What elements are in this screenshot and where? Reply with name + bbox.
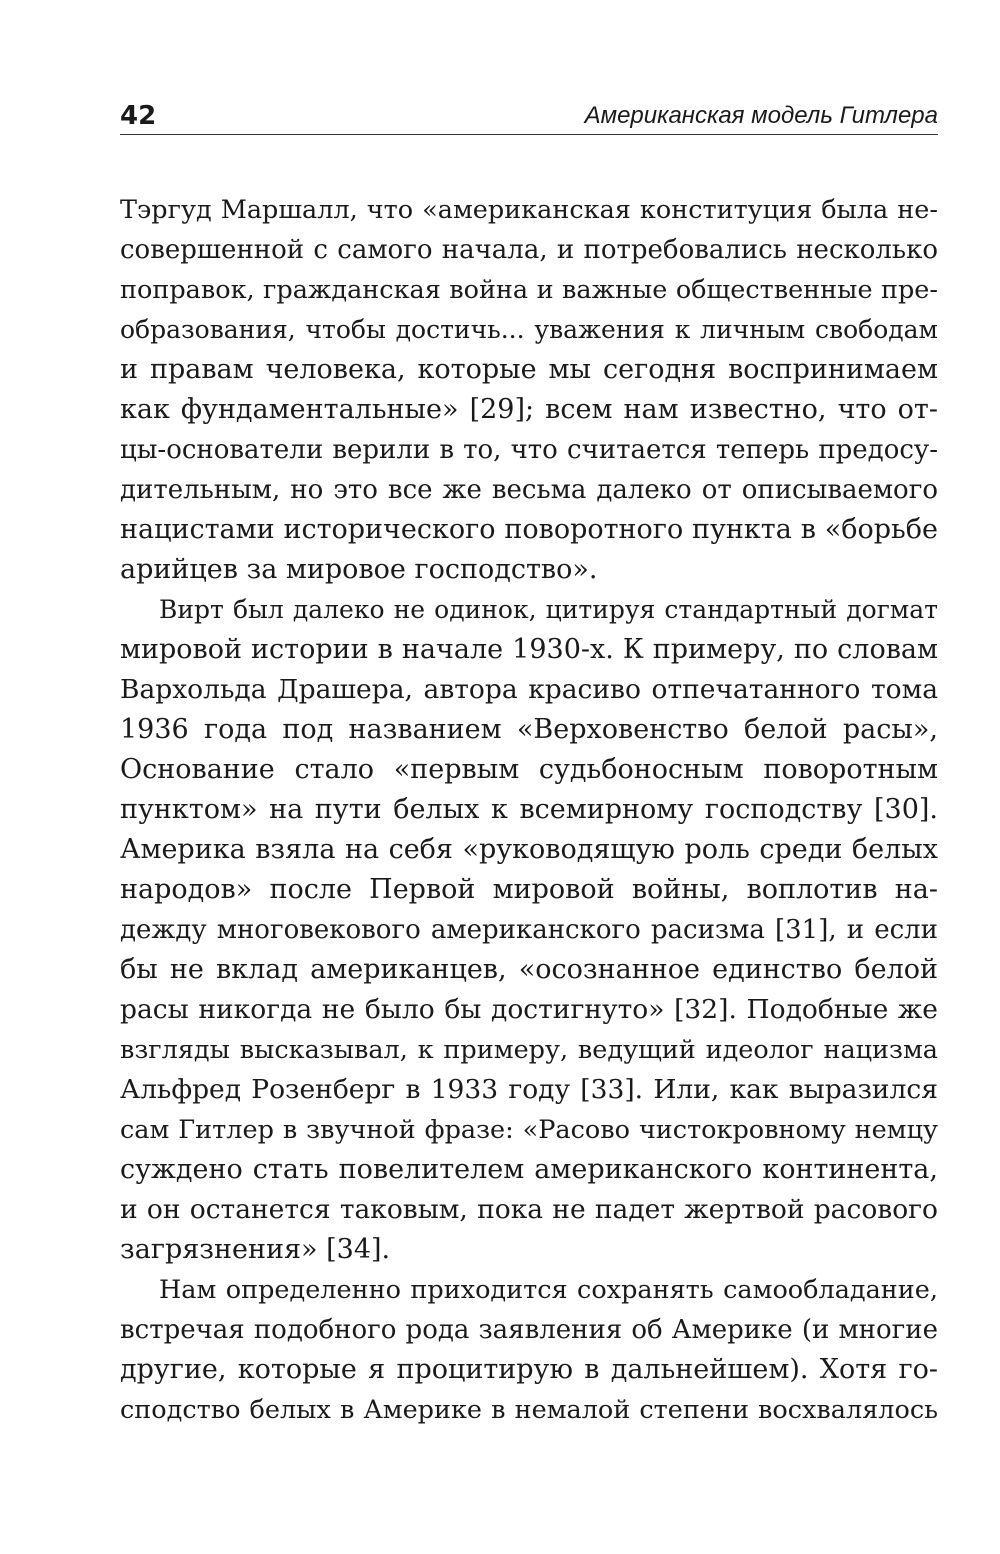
paragraph	[120, 190, 938, 590]
text-line: сподство белых в Америке в немалой степени восхвалялось	[120, 1395, 938, 1425]
text-line: встречая подобного рода заявления об Америке (и многие	[120, 1315, 938, 1345]
text-line: образования, чтобы достичь... уважения к личным свободам	[120, 315, 938, 344]
text-line: сам Гитлер в звучной фразе: «Расово чистокровному немцу	[120, 1115, 938, 1145]
text-line: взгляды высказывал, к примеру, ведущий идеолог нацизма	[120, 1035, 938, 1065]
paragraph	[120, 590, 938, 1270]
text-line: и правам человека, которые мы сегодня воспринимаем	[120, 354, 938, 385]
text-line: арийцев за мировое господство».	[120, 554, 598, 585]
text-line: Америка взяла на себя «руководящую роль среди белых	[120, 834, 938, 865]
text-line: другие, которые я процитирую в дальнейшем). Хотя го-	[120, 1354, 938, 1385]
text-line: Нам определенно приходится сохранять самообладание,	[159, 1275, 938, 1305]
text-line: загрязнения» [34].	[120, 1234, 391, 1265]
running-title: Американская модель Гитлера	[584, 102, 938, 129]
body-text	[120, 190, 938, 1430]
text-line: Тэргуд Маршалл, что «американская конституция была не-	[120, 195, 938, 225]
text-line: бы не вклад американцев, «осознанное единство белой	[120, 954, 938, 985]
text-line: нацистами исторического поворотного пункта в «борьбе	[120, 514, 938, 545]
text-line: 1936 года под названием «Верховенство белой расы»,	[120, 714, 938, 745]
text-line: Вархольда Драшера, автора красиво отпечатанного тома	[120, 674, 938, 705]
text-line: цы-основатели верили в то, что считается теперь предосу-	[120, 435, 938, 465]
text-line: народов» после Первой мировой войны, воплотив на-	[120, 874, 938, 905]
text-line: дительным, но это все же весьма далеко от описываемого	[120, 475, 938, 505]
text-line: Альфред Розенберг в 1933 году [33]. Или, как выразился	[120, 1074, 938, 1105]
text-line: и он останется таковым, пока не падет жертвой расового	[120, 1194, 938, 1225]
text-line: Основание стало «первым судьбоносным поворотным	[120, 754, 938, 785]
running-head	[120, 98, 938, 135]
text-line: пунктом» на пути белых к всемирному господству [30].	[120, 794, 938, 825]
text-line: как фундаментальные» [29]; всем нам известно, что от-	[120, 394, 938, 425]
text-line: мировой истории в начале 1930-х. К примеру, по словам	[120, 634, 938, 665]
paragraph	[120, 1270, 938, 1430]
text-line: совершенной с самого начала, и потребовались несколько	[120, 235, 938, 265]
text-line: Вирт был далеко не одинок, цитируя стандартный догмат	[159, 595, 938, 624]
text-line: поправок, гражданская война и важные общественные пре-	[120, 275, 938, 305]
page-number: 42	[120, 101, 157, 131]
text-line: дежду многовекового американского расизма [31], и если	[120, 915, 938, 945]
text-line: расы никогда не было бы достигнуто» [32]. Подобные же	[120, 994, 938, 1025]
text-line: суждено стать повелителем американского континента,	[120, 1154, 938, 1185]
